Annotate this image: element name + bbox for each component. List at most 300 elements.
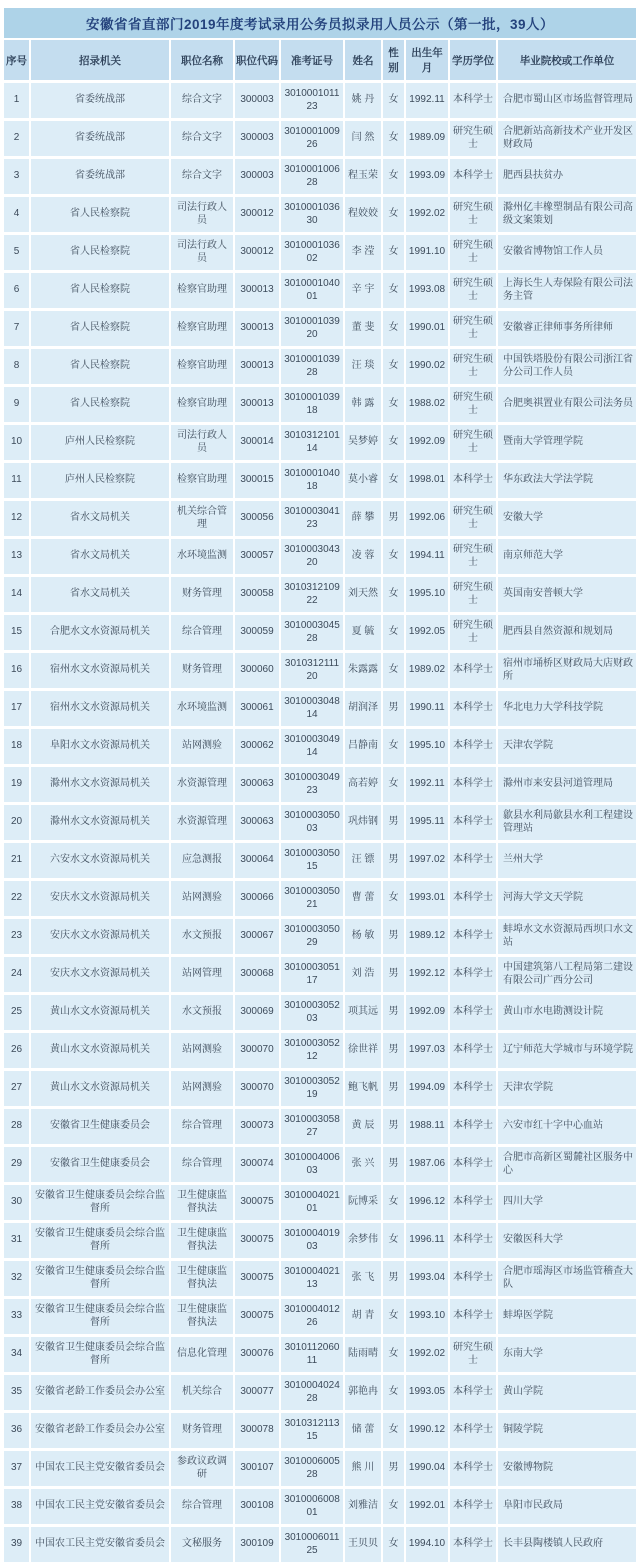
table-cell: 女 [383,1299,406,1334]
table-cell: 滁州亿丰橡塑制品有限公司高级文案策划 [498,197,636,232]
table-cell: 1995.10 [406,729,450,764]
table-cell: 1992.06 [406,501,450,536]
table-body [4,83,636,1562]
table-cell: 301000600801 [281,1489,345,1524]
table-cell: 站网测验 [171,729,235,764]
table-cell: 1990.04 [406,1451,450,1486]
table-cell: 301000103602 [281,235,345,270]
table-cell: 黄山水文水资源局机关 [31,1071,171,1106]
table-cell: 东南大学 [498,1337,636,1372]
table-cell: 本科学士 [450,653,498,688]
table-cell: 华北电力大学科技学院 [498,691,636,726]
table-cell: 301000305219 [281,1071,345,1106]
table-cell: 25 [4,995,31,1030]
table-row [4,425,636,460]
table-cell: 水文预报 [171,919,235,954]
table-cell: 本科学士 [450,729,498,764]
table-cell: 30 [4,1185,31,1220]
table-cell: 女 [383,235,406,270]
table-row [4,691,636,726]
table-cell: 301000402428 [281,1375,345,1410]
table-cell: 301000305212 [281,1033,345,1068]
table-row [4,387,636,422]
table-cell: 省人民检察院 [31,387,171,422]
table-cell: 机关综合管理 [171,501,235,536]
table-cell: 杨 敏 [345,919,383,954]
table-cell: 300061 [235,691,281,726]
table-cell: 余梦伟 [345,1223,383,1258]
table-cell: 鲍飞帆 [345,1071,383,1106]
table-cell: 1992.11 [406,767,450,802]
table-cell: 合肥新站高新技术产业开发区财政局 [498,121,636,156]
table-cell: 301000100926 [281,121,345,156]
table-row [4,1223,636,1258]
table-cell: 300108 [235,1489,281,1524]
table-cell: 女 [383,121,406,156]
table-cell: 英国南安普顿大学 [498,577,636,612]
table-cell: 项其远 [345,995,383,1030]
table-cell: 朱露露 [345,653,383,688]
table-cell: 合肥市高新区蜀麓社区服务中心 [498,1147,636,1182]
table-cell: 辽宁师范大学城市与环境学院 [498,1033,636,1068]
table-cell: 5 [4,235,31,270]
table-cell: 男 [383,1033,406,1068]
table-cell: 刘 浩 [345,957,383,992]
table-cell: 1997.03 [406,1033,450,1068]
table-cell: 1991.10 [406,235,450,270]
table-cell: 六安水文水资源局机关 [31,843,171,878]
table-row [4,1033,636,1068]
table-cell: 14 [4,577,31,612]
table-cell: 本科学士 [450,1299,498,1334]
table-cell: 19 [4,767,31,802]
table-cell: 301000305117 [281,957,345,992]
table-cell: 男 [383,919,406,954]
table-cell: 1992.02 [406,197,450,232]
table-cell: 37 [4,1451,31,1486]
table-cell: 300003 [235,159,281,194]
table-cell: 综合管理 [171,1109,235,1144]
column-header: 学历学位 [450,40,498,80]
table-cell: 男 [383,957,406,992]
table-cell: 安徽大学 [498,501,636,536]
table-cell: 300075 [235,1261,281,1296]
table-cell: 长丰县陶楼镇人民政府 [498,1527,636,1562]
table-cell: 综合管理 [171,1489,235,1524]
table-cell: 兰州大学 [498,843,636,878]
table-cell: 辛 宇 [345,273,383,308]
table-cell: 33 [4,1299,31,1334]
table-cell: 2 [4,121,31,156]
table-row [4,311,636,346]
table-cell: 铜陵学院 [498,1413,636,1448]
table-cell: 水环境监测 [171,691,235,726]
table-row [4,197,636,232]
table-cell: 301000401226 [281,1299,345,1334]
table-cell: 安徽省卫生健康委员会综合监督所 [31,1261,171,1296]
column-header: 职位名称 [171,40,235,80]
table-cell: 301000104001 [281,273,345,308]
table-cell: 本科学士 [450,1527,498,1562]
table-cell: 18 [4,729,31,764]
table-cell: 女 [383,615,406,650]
table-cell: 黄山市水电勘测设计院 [498,995,636,1030]
table-cell: 卫生健康监督执法 [171,1223,235,1258]
table-cell: 安徽省卫生健康委员会 [31,1147,171,1182]
table-cell: 吕静南 [345,729,383,764]
table-cell: 29 [4,1147,31,1182]
table-cell: 12 [4,501,31,536]
table-cell: 本科学士 [450,767,498,802]
table-cell: 水文预报 [171,995,235,1030]
table-cell: 27 [4,1071,31,1106]
table-cell: 综合文字 [171,159,235,194]
table-cell: 站网测验 [171,1071,235,1106]
table-cell: 滁州市来安县河道管理局 [498,767,636,802]
table-cell: 姚 丹 [345,83,383,118]
table-row [4,615,636,650]
table-cell: 张 兴 [345,1147,383,1182]
table-cell: 1996.11 [406,1223,450,1258]
table-row [4,121,636,156]
table-cell: 阮博采 [345,1185,383,1220]
table-cell: 本科学士 [450,1071,498,1106]
table-cell: 检察官助理 [171,273,235,308]
table-cell: 1995.11 [406,805,450,840]
table-cell: 司法行政人员 [171,425,235,460]
table-cell: 研究生硕士 [450,577,498,612]
table-cell: 300056 [235,501,281,536]
table-cell: 安徽省卫生健康委员会综合监督所 [31,1185,171,1220]
table-cell: 水资源管理 [171,805,235,840]
table-cell: 本科学士 [450,463,498,498]
table-cell: 男 [383,805,406,840]
table-cell: 曹 蕾 [345,881,383,916]
column-header: 序号 [4,40,31,80]
table-cell: 胡 青 [345,1299,383,1334]
table-cell: 肥西县扶贫办 [498,159,636,194]
table-cell: 滁州水文水资源局机关 [31,805,171,840]
table-row [4,1527,636,1562]
table-cell: 1992.05 [406,615,450,650]
table-cell: 凌 蓉 [345,539,383,574]
table-cell: 301000402113 [281,1261,345,1296]
table-cell: 吴梦婷 [345,425,383,460]
table-cell: 女 [383,311,406,346]
table-cell: 王贝贝 [345,1527,383,1562]
table-cell: 财务管理 [171,1413,235,1448]
table-cell: 24 [4,957,31,992]
table-cell: 研究生硕士 [450,1337,498,1372]
table-cell: 300014 [235,425,281,460]
table-row [4,1147,636,1182]
table-cell: 300063 [235,805,281,840]
table-cell: 300066 [235,881,281,916]
table-cell: 300076 [235,1337,281,1372]
table-cell: 4 [4,197,31,232]
table-cell: 研究生硕士 [450,121,498,156]
table-cell: 合肥市瑶海区市场监管稽查大队 [498,1261,636,1296]
table-cell: 男 [383,1451,406,1486]
table-cell: 11 [4,463,31,498]
table-cell: 15 [4,615,31,650]
table-cell: 研究生硕士 [450,197,498,232]
table-cell: 检察官助理 [171,387,235,422]
table-cell: 本科学士 [450,1223,498,1258]
table-cell: 安徽省卫生健康委员会综合监督所 [31,1223,171,1258]
table-cell: 301031211315 [281,1413,345,1448]
table-cell: 8 [4,349,31,384]
table-cell: 财务管理 [171,577,235,612]
table-cell: 301000304320 [281,539,345,574]
table-cell: 300078 [235,1413,281,1448]
table-cell: 13 [4,539,31,574]
table-cell: 张 飞 [345,1261,383,1296]
table-row [4,653,636,688]
table-cell: 省人民检察院 [31,349,171,384]
table-cell: 本科学士 [450,1033,498,1068]
table-cell: 1994.11 [406,539,450,574]
table-cell: 1988.02 [406,387,450,422]
table-cell: 女 [383,387,406,422]
table-row [4,805,636,840]
table-cell: 1995.10 [406,577,450,612]
table-cell: 省委统战部 [31,159,171,194]
table-cell: 庐州人民检察院 [31,425,171,460]
table-cell: 300075 [235,1223,281,1258]
table-cell: 28 [4,1109,31,1144]
table-cell: 本科学士 [450,957,498,992]
column-header: 招录机关 [31,40,171,80]
table-cell: 31 [4,1223,31,1258]
table-cell: 研究生硕士 [450,425,498,460]
table-cell: 本科学士 [450,995,498,1030]
table-row [4,1489,636,1524]
table-cell: 研究生硕士 [450,349,498,384]
table-cell: 6 [4,273,31,308]
table-cell: 300075 [235,1185,281,1220]
table-row [4,1071,636,1106]
table-cell: 女 [383,1527,406,1562]
table-cell: 女 [383,159,406,194]
column-header: 姓名 [345,40,383,80]
table-cell: 本科学士 [450,691,498,726]
table-cell: 本科学士 [450,881,498,916]
table-cell: 研究生硕士 [450,387,498,422]
table-cell: 闫 然 [345,121,383,156]
table-cell: 研究生硕士 [450,615,498,650]
table-row [4,1337,636,1372]
table-cell: 省水文局机关 [31,539,171,574]
table-cell: 本科学士 [450,919,498,954]
table-cell: 安徽省老龄工作委员会办公室 [31,1413,171,1448]
table-cell: 1990.11 [406,691,450,726]
table-cell: 研究生硕士 [450,539,498,574]
table-row [4,1413,636,1448]
table-cell: 300069 [235,995,281,1030]
table-cell: 女 [383,463,406,498]
table-cell: 文秘服务 [171,1527,235,1562]
table-cell: 黄山水文水资源局机关 [31,995,171,1030]
table-row [4,1375,636,1410]
table-cell: 韩 露 [345,387,383,422]
table-cell: 机关综合 [171,1375,235,1410]
table-cell: 301000101123 [281,83,345,118]
table-cell: 上海长生人寿保险有限公司法务主管 [498,273,636,308]
table-cell: 蚌埠医学院 [498,1299,636,1334]
table-cell: 女 [383,83,406,118]
table-row [4,539,636,574]
table-cell: 1993.09 [406,159,450,194]
table-cell: 36 [4,1413,31,1448]
table-cell: 301000103918 [281,387,345,422]
table-cell: 安徽省卫生健康委员会 [31,1109,171,1144]
table-cell: 301000305827 [281,1109,345,1144]
table-cell: 300074 [235,1147,281,1182]
table-cell: 研究生硕士 [450,311,498,346]
table-cell: 安徽医科大学 [498,1223,636,1258]
table-cell: 7 [4,311,31,346]
table-row [4,1299,636,1334]
table-cell: 滁州水文水资源局机关 [31,767,171,802]
table-cell: 刘天然 [345,577,383,612]
table-cell: 300067 [235,919,281,954]
table-cell: 男 [383,1109,406,1144]
table-cell: 300013 [235,273,281,308]
table-cell: 女 [383,1185,406,1220]
table-cell: 300107 [235,1451,281,1486]
table-cell: 中国建筑第八工程局第二建设有限公司广西分公司 [498,957,636,992]
table-cell: 宿州水文水资源局机关 [31,653,171,688]
table-cell: 莫小睿 [345,463,383,498]
table-cell: 省委统战部 [31,83,171,118]
page-title: 安徽省省直部门2019年度考试录用公务员拟录用人员公示（第一批，39人） [4,8,636,38]
table-cell: 301000103630 [281,197,345,232]
table-cell: 陆雨晴 [345,1337,383,1372]
table-cell: 安徽省卫生健康委员会综合监督所 [31,1337,171,1372]
table-cell: 合肥水文水资源局机关 [31,615,171,650]
table-cell: 安徽省博物馆工作人员 [498,235,636,270]
table-cell: 300068 [235,957,281,992]
table-cell: 肥西县自然资源和规划局 [498,615,636,650]
table-cell: 301000305029 [281,919,345,954]
table-cell: 综合文字 [171,121,235,156]
table-row [4,349,636,384]
table-row [4,577,636,612]
table-row [4,1451,636,1486]
table-cell: 38 [4,1489,31,1524]
table-cell: 熊 川 [345,1451,383,1486]
table-cell: 中国铁塔股份有限公司浙江省分公司工作人员 [498,349,636,384]
table-cell: 研究生硕士 [450,273,498,308]
table-cell: 研究生硕士 [450,235,498,270]
table-cell: 1 [4,83,31,118]
table-cell: 300063 [235,767,281,802]
table-cell: 储 蕾 [345,1413,383,1448]
table-cell: 34 [4,1337,31,1372]
table-cell: 1993.10 [406,1299,450,1334]
column-header: 毕业院校或工作单位 [498,40,636,80]
table-cell: 女 [383,767,406,802]
table-cell: 301031210114 [281,425,345,460]
table-cell: 301000600528 [281,1451,345,1486]
table-row [4,1109,636,1144]
table-cell: 女 [383,1489,406,1524]
table-cell: 本科学士 [450,843,498,878]
table-cell: 参政议政调研 [171,1451,235,1486]
table-cell: 宿州市埇桥区财政局大店财政所 [498,653,636,688]
table-cell: 300003 [235,83,281,118]
table-cell: 站网测验 [171,1033,235,1068]
table-cell: 四川大学 [498,1185,636,1220]
table-row [4,919,636,954]
table-cell: 17 [4,691,31,726]
table-cell: 检察官助理 [171,349,235,384]
table-cell: 1992.09 [406,425,450,460]
table-cell: 39 [4,1527,31,1562]
table-cell: 检察官助理 [171,311,235,346]
table-cell: 应急测报 [171,843,235,878]
table-cell: 301000305203 [281,995,345,1030]
table-cell: 本科学士 [450,159,498,194]
table-cell: 刘雅洁 [345,1489,383,1524]
column-header: 准考证号 [281,40,345,80]
table-row [4,881,636,916]
table-cell: 安庆水文水资源局机关 [31,919,171,954]
table-cell: 300013 [235,387,281,422]
table-cell: 财务管理 [171,653,235,688]
table-row [4,159,636,194]
table-row [4,995,636,1030]
table-cell: 301011206011 [281,1337,345,1372]
table-cell: 301000100628 [281,159,345,194]
table-cell: 董 斐 [345,311,383,346]
table-cell: 本科学士 [450,1185,498,1220]
table-cell: 省人民检察院 [31,311,171,346]
table-cell: 300015 [235,463,281,498]
table-cell: 21 [4,843,31,878]
table-cell: 300013 [235,349,281,384]
table-cell: 本科学士 [450,1413,498,1448]
table-cell: 站网管理 [171,957,235,992]
table-cell: 薛 攀 [345,501,383,536]
table-row [4,463,636,498]
table-cell: 水环境监测 [171,539,235,574]
table-cell: 本科学士 [450,1375,498,1410]
table-cell: 卫生健康监督执法 [171,1185,235,1220]
table-cell: 水资源管理 [171,767,235,802]
table-cell: 男 [383,1147,406,1182]
table-cell: 司法行政人员 [171,197,235,232]
table-cell: 301000402101 [281,1185,345,1220]
table-cell: 301000601125 [281,1527,345,1562]
table-cell: 卫生健康监督执法 [171,1299,235,1334]
table-cell: 省人民检察院 [31,273,171,308]
table-cell: 程玉荣 [345,159,383,194]
table-cell: 安徽博物院 [498,1451,636,1486]
table-cell: 16 [4,653,31,688]
table-cell: 省人民检察院 [31,197,171,232]
table-cell: 301000304914 [281,729,345,764]
table-cell: 300058 [235,577,281,612]
table-cell: 本科学士 [450,1109,498,1144]
table-cell: 宿州水文水资源局机关 [31,691,171,726]
table-cell: 女 [383,729,406,764]
table-cell: 安徽省卫生健康委员会综合监督所 [31,1299,171,1334]
table-cell: 300064 [235,843,281,878]
table-cell: 300062 [235,729,281,764]
table-cell: 300073 [235,1109,281,1144]
